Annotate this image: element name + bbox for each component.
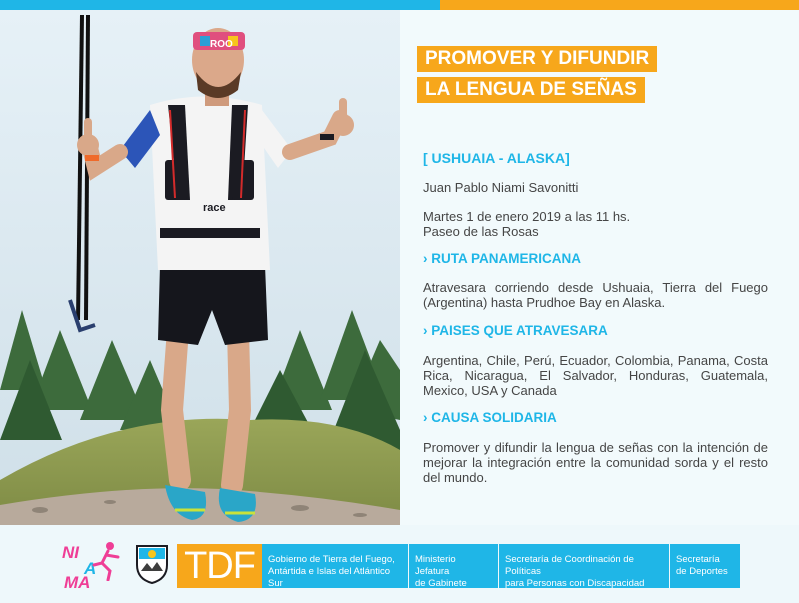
org-deportes — [670, 544, 740, 588]
niama-logo-part-3: MA — [64, 573, 91, 592]
headline-line-1: PROMOVER Y DIFUNDIR — [417, 46, 657, 72]
shirt-text: race — [203, 202, 226, 214]
section-title-ruta: › RUTA PANAMERICANA — [423, 251, 581, 266]
niama-logo — [58, 541, 124, 593]
section-text-paises: Argentina, Chile, Perú, Ecuador, Colombia, Panama, Costa Rica, Nicaragua, El Salvador, Honduras, Guatemala, Mexico, USA y Canada — [423, 353, 768, 398]
org-gobierno — [262, 544, 408, 588]
section-title-causa: › CAUSA SOLIDARIA — [423, 410, 557, 425]
provincial-shield-icon — [134, 543, 170, 585]
athlete-name: Juan Pablo Niami Savonitti — [423, 180, 579, 195]
org-discapacidad-line2: para Personas con Discapacidad — [505, 578, 645, 589]
top-color-bar — [0, 0, 799, 10]
org-ministerio-line2: de Gabinete — [415, 578, 467, 589]
org-gobierno-line2: Antártida e Islas del Atlántico Sur — [268, 566, 390, 589]
runner-figure-icon — [88, 541, 122, 581]
route-label: [ USHUAIA - ALASKA] — [423, 150, 570, 166]
section-text-ruta: Atravesara corriendo desde Ushuaia, Tierra del Fuego (Argentina) hasta Prudhoe Bay en Alaska. — [423, 280, 768, 310]
tdf-logo: TDF — [177, 544, 262, 588]
headband-text: ROO — [210, 39, 233, 50]
org-discapacidad-line1: Secretaría de Coordinación de Políticas — [505, 554, 634, 577]
section-text-causa: Promover y difundir la lengua de señas con la intención de mejorar la integración entre la comunidad sorda y el resto del mundo. — [423, 440, 768, 485]
top-bar-blue — [0, 0, 440, 10]
event-place: Paseo de las Rosas — [423, 224, 539, 239]
info-panel — [400, 10, 799, 525]
niama-logo-part-1: NI — [62, 543, 79, 562]
org-deportes-line1: Secretaría — [676, 554, 720, 565]
org-ministerio-line1: Ministerio Jefatura — [415, 554, 456, 577]
section-title-paises: › PAISES QUE ATRAVESARA — [423, 323, 608, 338]
event-date: Martes 1 de enero 2019 a las 11 hs. — [423, 209, 631, 224]
footer-logos — [0, 525, 799, 603]
org-gobierno-line1: Gobierno de Tierra del Fuego, — [268, 554, 395, 565]
runner-photo — [0, 10, 400, 525]
top-bar-orange — [440, 0, 799, 10]
niama-logo-part-2: A — [84, 559, 97, 578]
org-discapacidad — [499, 544, 669, 588]
org-ministerio — [409, 544, 498, 588]
org-deportes-line2: de Deportes — [676, 566, 728, 577]
headline-line-2: LA LENGUA DE SEÑAS — [417, 77, 645, 103]
runner-photo-illustration — [0, 10, 400, 525]
